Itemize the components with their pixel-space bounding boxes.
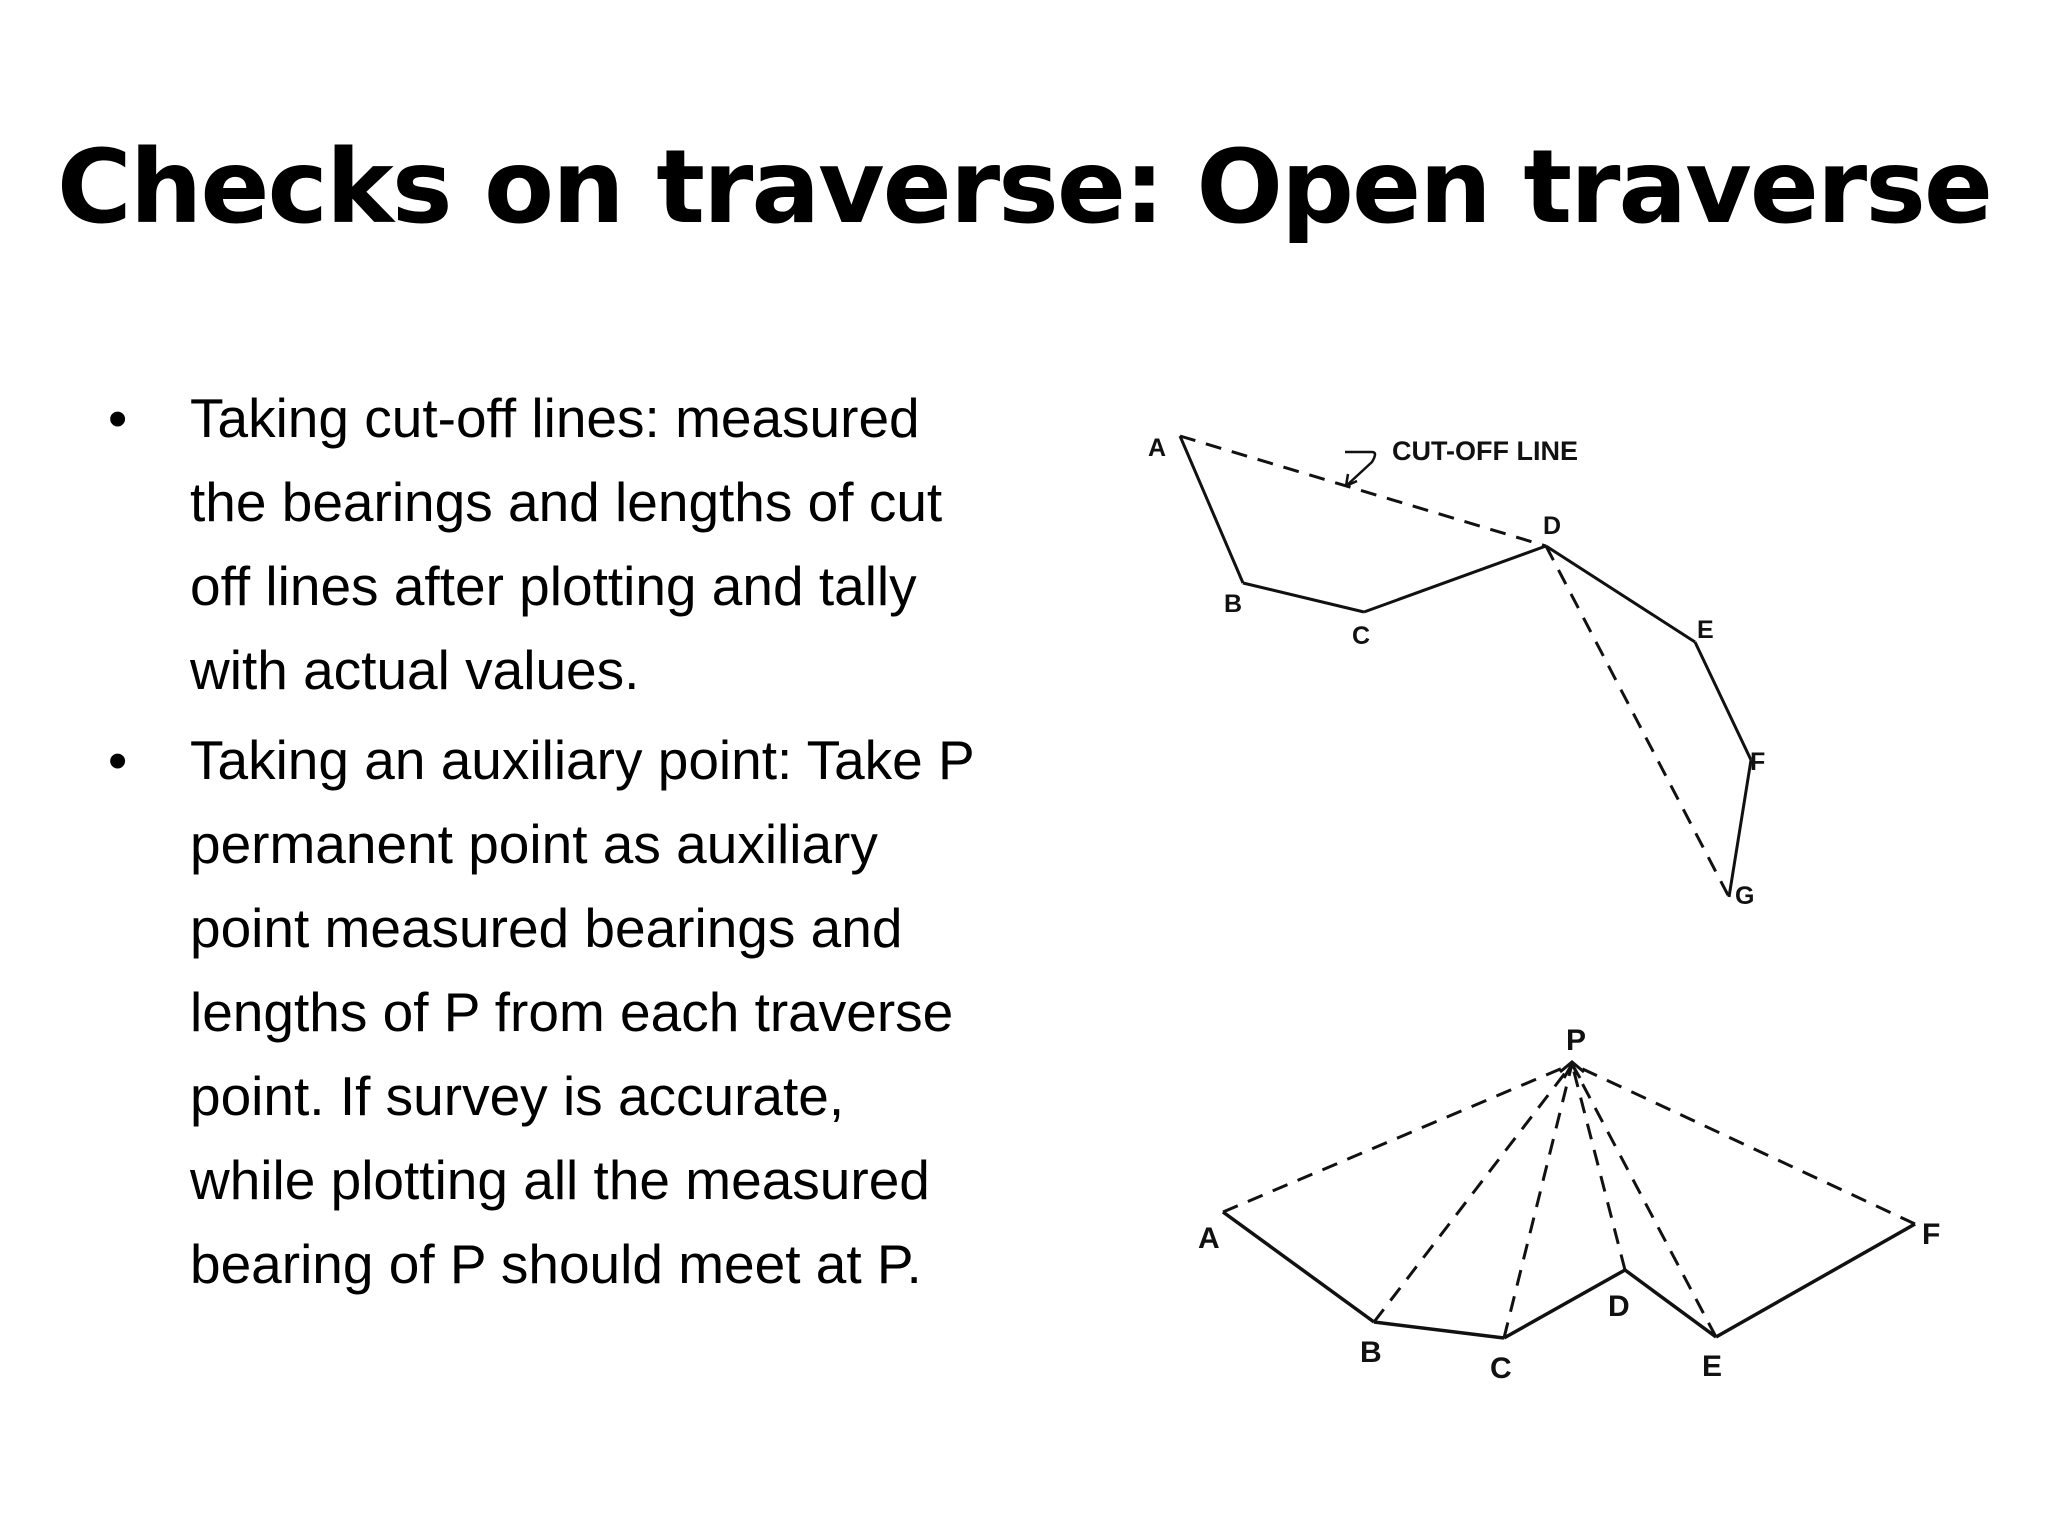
bearing-line-bp bbox=[1374, 1064, 1572, 1322]
bearing-line-ep bbox=[1572, 1064, 1716, 1337]
station-label-a: A bbox=[1148, 434, 1167, 462]
station-label-b: B bbox=[1360, 1336, 1382, 1369]
station-label-a: A bbox=[1198, 1222, 1220, 1255]
station-label-e: E bbox=[1702, 1350, 1723, 1383]
station-label-e: E bbox=[1697, 616, 1714, 644]
station-label-d: D bbox=[1608, 1290, 1630, 1323]
bearing-lines-to-p bbox=[1223, 1064, 1915, 1338]
auxiliary-point-label: P bbox=[1566, 1024, 1587, 1057]
station-label-c: C bbox=[1352, 622, 1371, 650]
station-label-b: B bbox=[1224, 590, 1243, 618]
station-label-g: G bbox=[1735, 882, 1755, 910]
traverse-line-ef bbox=[1716, 1224, 1915, 1337]
traverse-line-de bbox=[1625, 1270, 1716, 1337]
station-label-f: F bbox=[1750, 748, 1766, 776]
bullet-marker: • bbox=[108, 387, 128, 449]
bearing-line-cp bbox=[1504, 1064, 1572, 1338]
traverse-line-cd bbox=[1504, 1270, 1625, 1338]
bearing-line-dp bbox=[1572, 1064, 1625, 1270]
bearing-line-ap bbox=[1223, 1064, 1572, 1212]
bullet-text: Taking cut-off lines: measured the bearings and lengths of cut off lines after plotting and tally with actual values. bbox=[190, 387, 943, 701]
bullet-text: Taking an auxiliary point: Take P permanent point as auxiliary point measured bearings and lengths of P from each traverse point. If survey is accurate, while plotting all the measured bearing of P should meet at P. bbox=[190, 729, 975, 1295]
station-label-f: F bbox=[1922, 1218, 1941, 1251]
traverse-line-ab bbox=[1223, 1212, 1374, 1322]
station-label-d: D bbox=[1543, 512, 1562, 540]
bullet-marker: • bbox=[108, 729, 128, 791]
traverse-line-bc bbox=[1374, 1322, 1504, 1338]
traverse-lines bbox=[1223, 1212, 1915, 1338]
cutoff-annotation-label: CUT-OFF LINE bbox=[1392, 436, 1578, 466]
bearing-line-fp bbox=[1572, 1064, 1915, 1224]
slide-title: Checks on traverse: Open traverse bbox=[56, 128, 1992, 247]
station-label-c: C bbox=[1490, 1352, 1512, 1385]
